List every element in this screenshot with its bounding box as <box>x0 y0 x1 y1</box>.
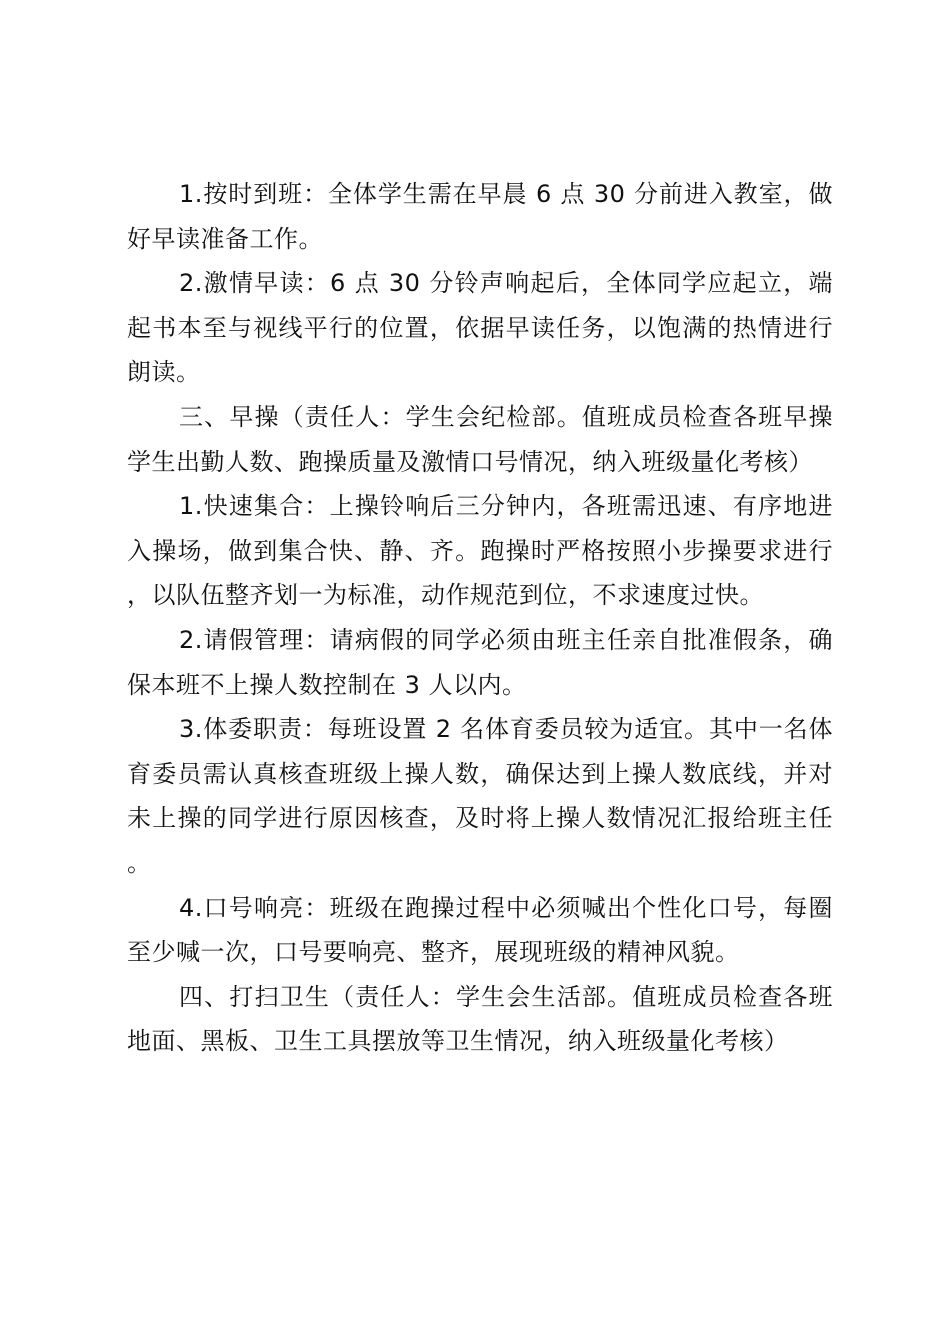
paragraph-leave-management: 2.请假管理：请病假的同学必须由班主任亲自批准假条，确保本班不上操人数控制在 3 人以内。 <box>127 625 833 699</box>
paragraph-morning-reading: 2.激情早读：6 点 30 分铃声响起后，全体同学应起立，端起书本至与视线平行的位置，依据早读任务，以饱满的热情进行朗读。 <box>127 269 833 387</box>
document-body <box>127 172 833 1064</box>
paragraph-arrive-on-time: 1.按时到班：全体学生需在早晨 6 点 30 分前进入教室，做好早读准备工作。 <box>127 180 833 253</box>
paragraph-loud-slogans: 4.口号响亮：班级在跑操过程中必须喊出个性化口号，每圈至少喊一次，口号要响亮、整齐，展现班级的精神风貌。 <box>127 893 833 967</box>
section-heading-morning-exercise: 三、早操（责任人：学生会纪检部。值班成员检查各班早操学生出勤人数、跑操质量及激情口号情况，纳入班级量化考核） <box>127 402 833 476</box>
paragraph-quick-assembly: 1.快速集合：上操铃响后三分钟内，各班需迅速、有序地进入操场，做到集合快、静、齐。跑操时严格按照小步操要求进行，以队伍整齐划一为标准，动作规范到位，不求速度过快。 <box>127 492 833 610</box>
section-heading-cleaning: 四、打扫卫生（责任人：学生会生活部。值班成员检查各班地面、黑板、卫生工具摆放等卫生情况，纳入班级量化考核） <box>127 982 833 1056</box>
paragraph-sports-committee-duties: 3.体委职责：每班设置 2 名体育委员较为适宜。其中一名体育委员需认真核查班级上操人数，确保达到上操人数底线，并对未上操的同学进行原因核查，及时将上操人数情况汇报给班主任。 <box>127 715 833 877</box>
